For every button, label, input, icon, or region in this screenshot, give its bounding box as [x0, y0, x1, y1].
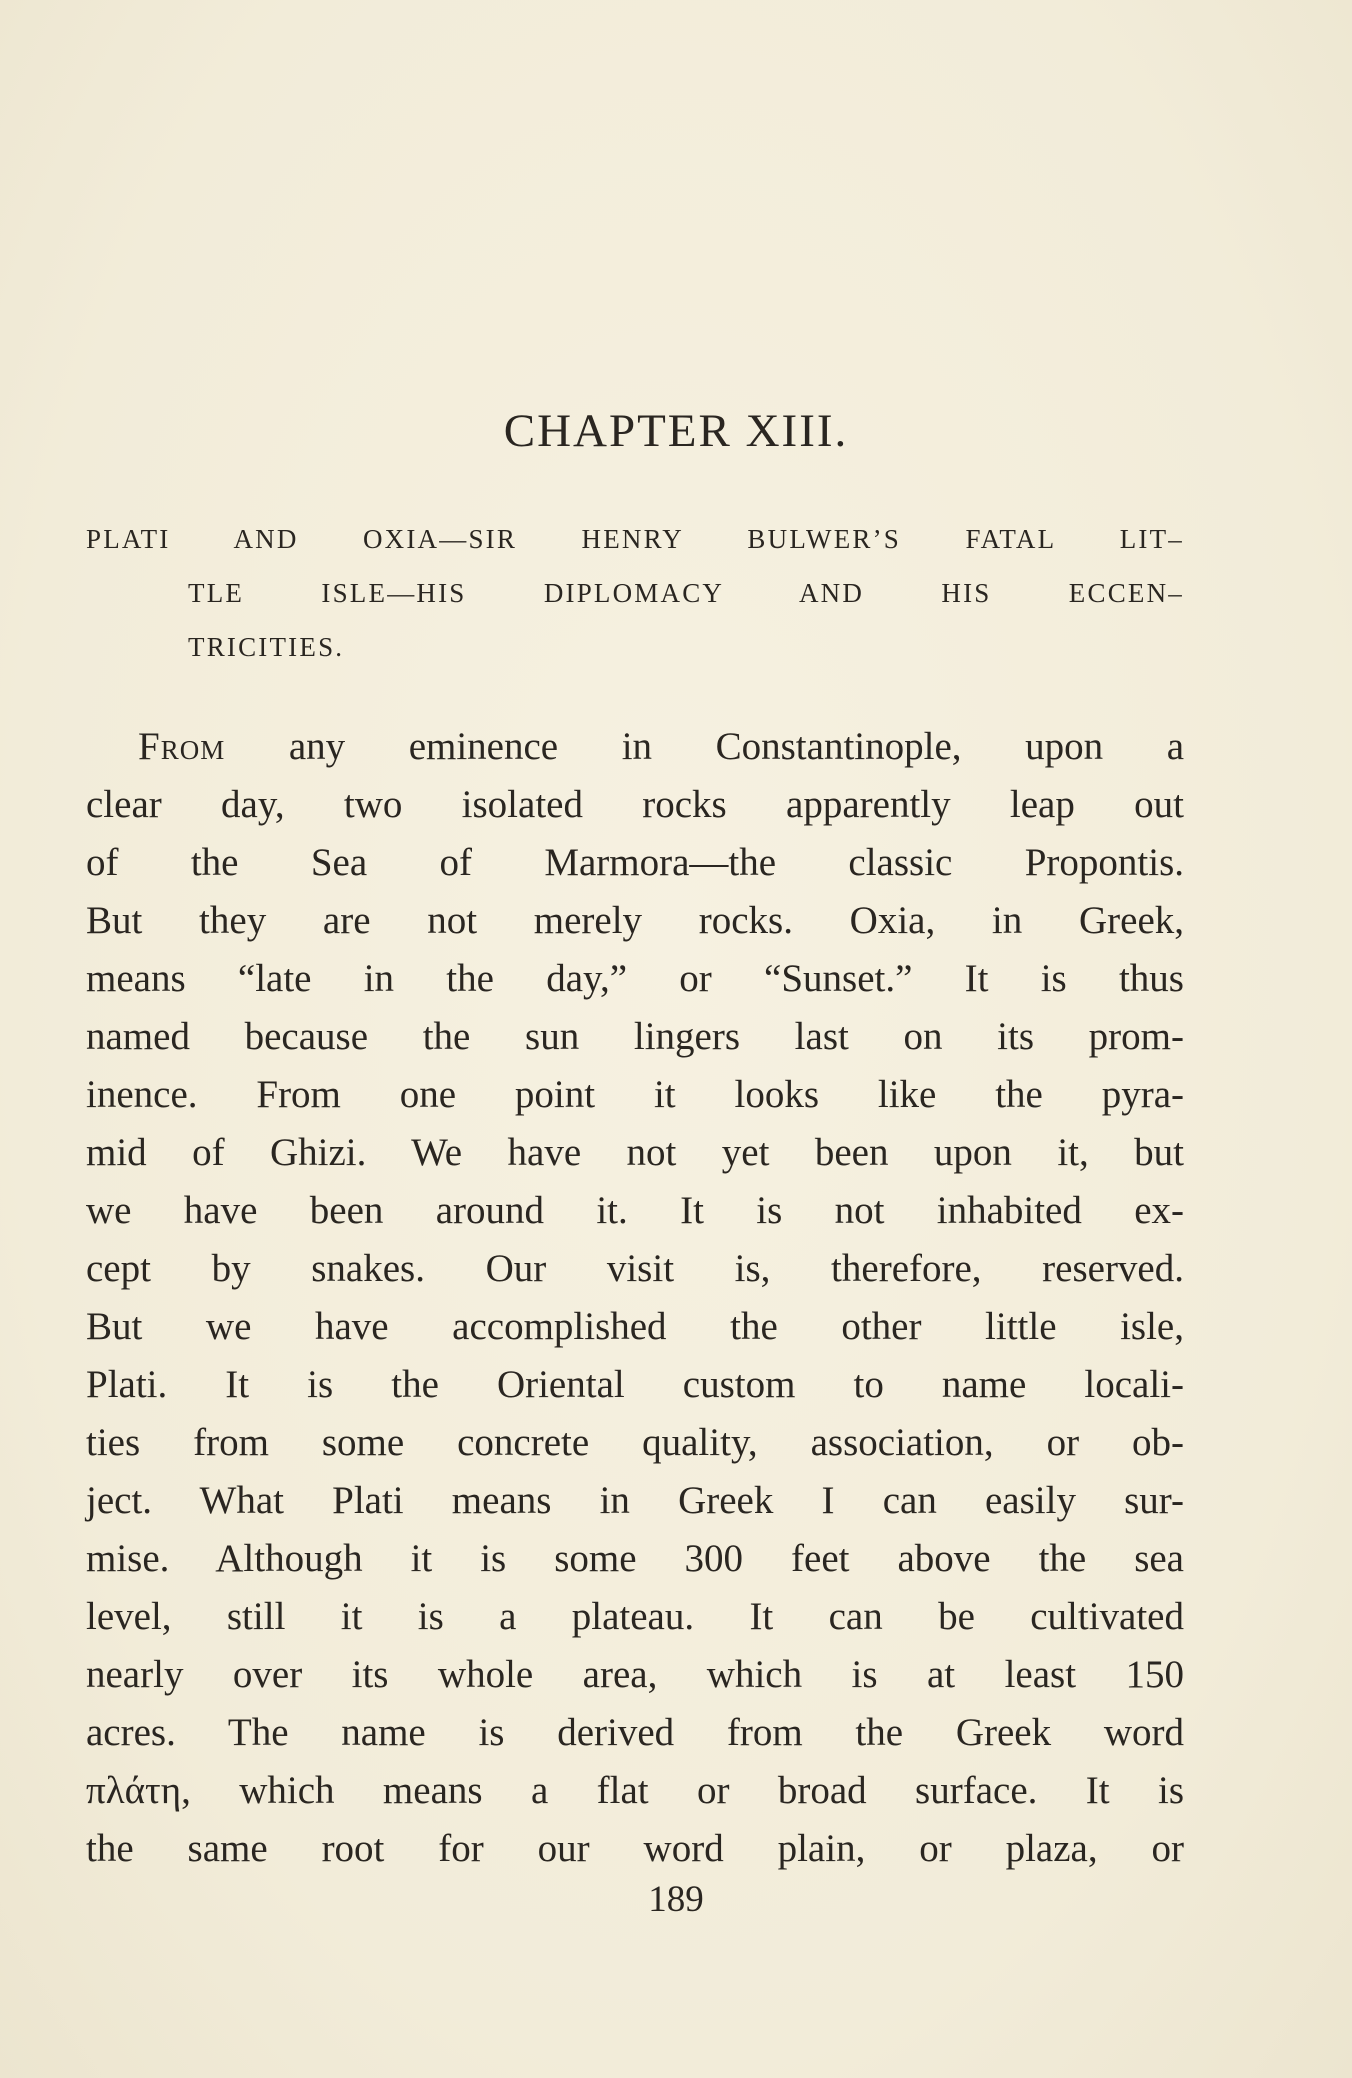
body-line-first [86, 718, 1184, 776]
body-line: named because the sun lingers last on its prom- [86, 1015, 1184, 1058]
body-line: of the Sea of Marmora—the classic Propontis. [86, 841, 1184, 884]
body-text [86, 718, 1184, 1878]
body-line: ties from some concrete quality, association, or ob- [86, 1421, 1184, 1464]
body-line: mid of Ghizi. We have not yet been upon it, but [86, 1131, 1184, 1174]
synopsis-line: TLE ISLE—HIS DIPLOMACY AND HIS ECCEN– [188, 578, 1184, 608]
body-line: acres. The name is derived from the Greek word [86, 1711, 1184, 1754]
body-line: ject. What Plati means in Greek I can easily sur- [86, 1479, 1184, 1522]
synopsis-line: TRICITIES. [188, 632, 345, 662]
first-line-text: any eminence in Constantinople, upon a [288, 725, 1184, 768]
body-line: we have been around it. It is not inhabited ex- [86, 1189, 1184, 1232]
synopsis-line: PLATI AND OXIA—SIR HENRY BULWER’S FATAL LIT– [86, 524, 1184, 554]
body-line: the same root for our word plain, or plaza, or [86, 1827, 1184, 1870]
body-line: level, still it is a plateau. It can be cultivated [86, 1595, 1184, 1638]
body-line: clear day, two isolated rocks apparently leap out [86, 783, 1184, 826]
drop-word: From [138, 725, 226, 768]
chapter-title: CHAPTER XIII. [503, 405, 849, 457]
chapter-synopsis [86, 512, 1184, 674]
body-line: mise. Although it is some 300 feet above the sea [86, 1537, 1184, 1580]
body-line: But we have accomplished the other little isle, [86, 1305, 1184, 1348]
body-line: But they are not merely rocks. Oxia, in Greek, [86, 899, 1184, 942]
body-line: means “late in the day,” or “Sunset.” It is thus [86, 957, 1184, 1000]
body-line: cept by snakes. Our visit is, therefore, reserved. [86, 1247, 1184, 1290]
page-number: 189 [648, 1879, 704, 1920]
body-line: inence. From one point it looks like the pyra- [86, 1073, 1184, 1116]
body-line: Plati. It is the Oriental custom to name locali- [86, 1363, 1184, 1406]
body-line: πλάτη, which means a flat or broad surface. It is [86, 1769, 1184, 1812]
body-line: nearly over its whole area, which is at least 150 [86, 1653, 1184, 1696]
